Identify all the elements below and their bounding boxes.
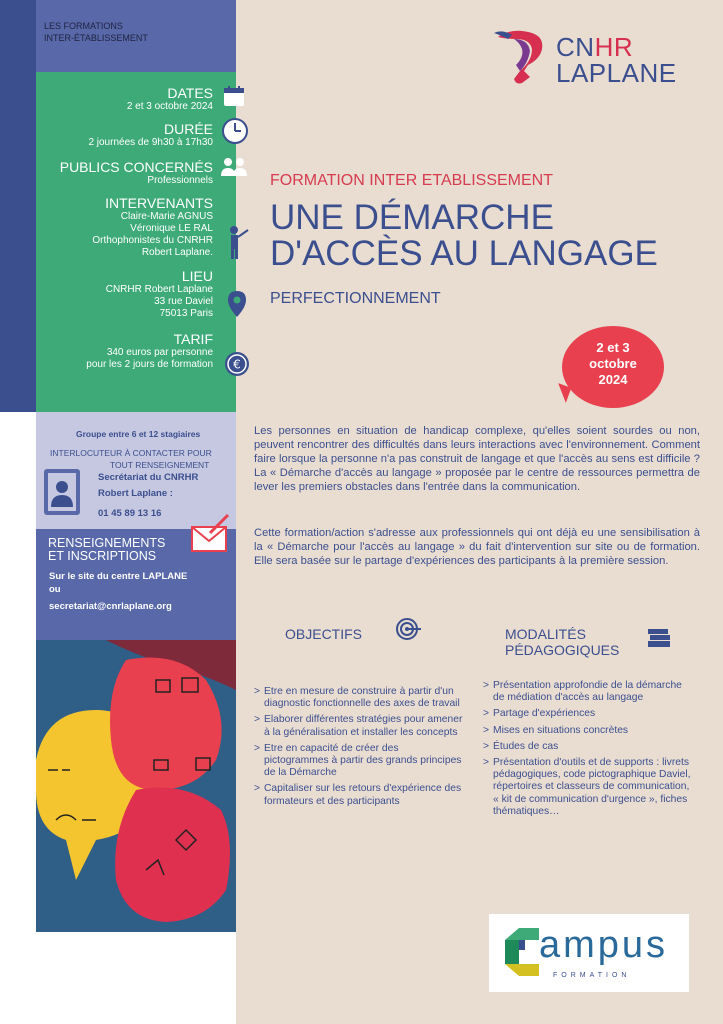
clock-icon bbox=[221, 117, 249, 145]
campus-c-icon bbox=[499, 926, 541, 978]
phone-number[interactable]: 01 45 89 13 16 bbox=[98, 508, 162, 519]
publics-block: PUBLICS CONCERNÉS Professionnels bbox=[59, 159, 213, 186]
interlocuteur-text: INTERLOCUTEUR À CONTACTER POUR bbox=[50, 448, 212, 458]
page-title: UNE DÉMARCHE D'ACCÈS AU LANGAGE bbox=[270, 198, 658, 273]
campus-sub: FORMATION bbox=[553, 972, 631, 979]
inscriptions-title: RENSEIGNEMENTS ET INSCRIPTIONS bbox=[48, 536, 166, 563]
target-icon bbox=[395, 616, 423, 642]
list-item: > Partage d'expériences bbox=[483, 708, 695, 720]
objectifs-title: OBJECTIFS bbox=[285, 626, 363, 642]
modalites-title: MODALITÉS PÉDAGOGIQUES bbox=[505, 626, 620, 658]
list-item: > Études de cas bbox=[483, 741, 695, 753]
contact-name: Robert Laplane : bbox=[98, 488, 173, 499]
groupe-text: Groupe entre 6 et 12 stagiaires bbox=[76, 429, 201, 439]
campus-name: ampus bbox=[539, 924, 669, 966]
dates-block: DATES 2 et 3 octobre 2024 bbox=[126, 85, 213, 112]
lieu-block: LIEU CNRHR Robert Laplane 33 rue Daviel 75013 Paris bbox=[105, 268, 213, 319]
duree-block: DURÉE 2 journées de 9h30 à 17h30 bbox=[88, 121, 213, 148]
campus-logo bbox=[489, 914, 689, 992]
interlocuteur-text-2: TOUT RENSEIGNEMENT bbox=[110, 460, 210, 470]
modalites-list bbox=[483, 680, 695, 822]
books-icon bbox=[646, 627, 672, 649]
svg-text:€: € bbox=[233, 357, 241, 372]
calendar-icon bbox=[222, 84, 246, 108]
list-item: > Capitaliser sur les retours d'expérience des formateurs et des participants bbox=[254, 783, 466, 807]
contact-card-icon bbox=[42, 467, 82, 517]
content-background bbox=[236, 0, 723, 1024]
logo-text-laplane: LAPLANE bbox=[556, 58, 677, 88]
page-subtitle: PERFECTIONNEMENT bbox=[270, 290, 441, 307]
logo-text: CNHR bbox=[556, 32, 634, 62]
email-link[interactable]: secretariat@cnrlaplane.org bbox=[49, 601, 172, 612]
inscriptions-text: Sur le site du centre LAPLANE ou bbox=[49, 571, 188, 595]
list-item: > Présentation d'outils et de supports : livrets pédagogiques, code pictographique Daviel, répertoires et classeurs de communication, « kit de communication d'urgence », fiches thématiques… bbox=[483, 757, 695, 818]
euro-icon bbox=[224, 351, 250, 377]
map-pin-icon bbox=[227, 290, 247, 318]
left-blue-strip bbox=[0, 0, 36, 412]
list-item: > Mises en situations concrètes bbox=[483, 725, 695, 737]
objectifs-list bbox=[254, 686, 466, 812]
people-icon bbox=[220, 156, 248, 178]
cnrhr-logo-icon bbox=[492, 25, 552, 93]
presenter-icon bbox=[224, 224, 250, 260]
formation-type: FORMATION INTER ETABLISSEMENT bbox=[270, 172, 553, 189]
intervenants-block: INTERVENANTS Claire-Marie AGNUS Véronique LE RAL Orthophonistes du CNRHR Robert Laplane. bbox=[92, 195, 213, 258]
header-label: LES FORMATIONS INTER-ÉTABLISSEMENT bbox=[44, 21, 148, 43]
list-item: > Elaborer différentes stratégies pour amener à la généralisation et installer les concepts bbox=[254, 714, 466, 738]
list-item: > Présentation approfondie de la démarche de médiation d'accès au langage bbox=[483, 680, 695, 704]
speech-bubbles-illustration bbox=[36, 640, 236, 932]
list-item: > Etre en mesure de construire à partir d'un diagnostic fonctionnelle des axes de travail bbox=[254, 686, 466, 710]
date-bubble: 2 et 3 octobre 2024 bbox=[562, 326, 664, 408]
secretariat-text: Secrétariat du CNRHR bbox=[98, 472, 199, 483]
tarif-block: TARIF 340 euros par personne pour les 2 jours de formation bbox=[86, 331, 213, 370]
audience-paragraph: Cette formation/action s'adresse aux professionnels qui ont déjà eu une sensibilisation à la « Démarche pour l'accès au langage » du fait d'intervention sur site ou de formation. Elle sera basée sur le partage d'expériences des participants à la première session. bbox=[254, 527, 700, 567]
list-item: > Etre en capacité de créer des pictogrammes à partir des grands principes de la Démarche bbox=[254, 743, 466, 780]
intro-paragraph: Les personnes en situation de handicap complexe, qu'elles soient sourdes ou non, peuvent rencontrer des difficultés dans leurs interactions avec l'environnement. Comment faire lorsque la personne n'a pas construit de langage et que l'accès au sens est difficile ? La « Démarche d'accès au langage » proposée par le centre de ressources permettra de lever les premiers obstacles dans l'entrée dans la communication. bbox=[254, 425, 700, 493]
illustration bbox=[36, 640, 236, 932]
mail-icon bbox=[188, 511, 232, 555]
